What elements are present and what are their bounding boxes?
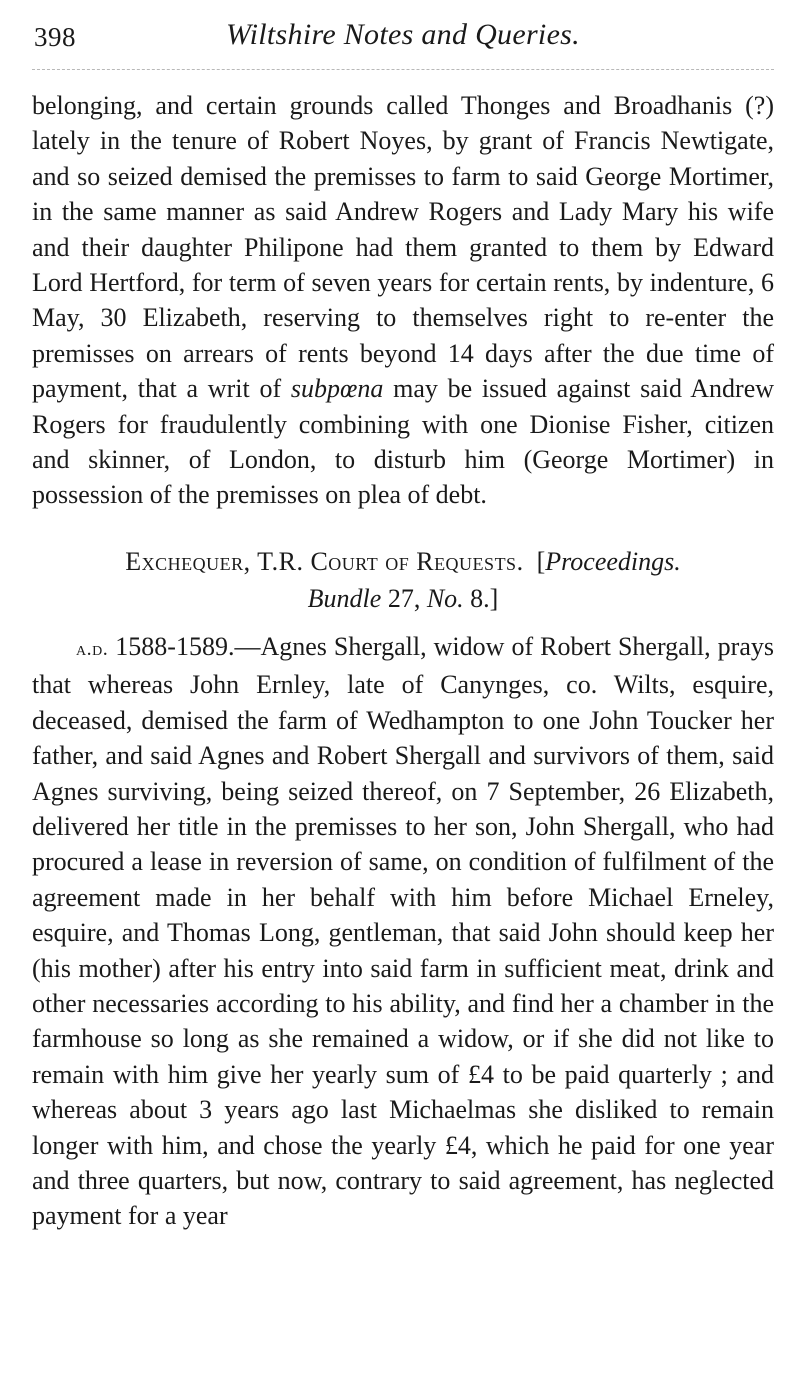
paragraph-text: may be issued against said Andrew Rogers for fraudulently combining with one Dionise Fisher, citizen and skinner, of London, to disturb him (George Mortimer) in possession of the premisses on plea of debt. bbox=[32, 374, 775, 510]
paragraph-text: belonging, and certain grounds called Thonges and Broadhanis (?) lately in the tenure of Robert Noyes, by grant of Francis Newtigate, and so seized demised the premisses to farm to said George Mortimer, in the same manner as said Andrew Rogers and Lady Mary his wife and their daughter Philipone had them granted to them by Edward Lord Hertford, for term of seven years for certain rents, by indenture, 6 May, 30 Elizabeth, reserving to themselves right to re-enter the premisses on arrears of rents beyond 14 days after the due time of payment, that a writ of bbox=[32, 91, 774, 404]
item-number: 8.] bbox=[470, 583, 499, 613]
reference-bracket: [ bbox=[536, 546, 546, 576]
bundle-number: 27, bbox=[387, 583, 421, 613]
reference-no: No. bbox=[426, 583, 464, 613]
court-name: Exchequer, T.R. Court of Requests. bbox=[125, 546, 524, 576]
era-label: a.d. bbox=[76, 637, 109, 660]
section-heading bbox=[32, 543, 774, 617]
reference-proceedings: Proceedings. bbox=[545, 546, 681, 576]
page-header bbox=[32, 14, 774, 58]
italic-term: subpœna bbox=[290, 374, 384, 404]
reference-bundle: Bundle bbox=[307, 583, 382, 613]
header-rule bbox=[32, 69, 774, 70]
page-number: 398 bbox=[34, 22, 76, 52]
paragraph-text: 1588-1589.—Agnes Shergall, widow of Robert Shergall, prays that whereas John Ernley, late of Canynges, co. Wilts, esquire, deceased, demised the farm of Wedhampton to one John Toucker her father, and said Agnes and Robert Shergall and survivors of them, said Agnes surviving, being seized thereof, on 7 September, 26 Elizabeth, delivered her title in the premisses to her son, John Shergall, who had procured a lease in reversion of same, on condition of fulfilment of the agreement made in her behalf with him before Michael Erneley, esquire, and Thomas Long, gentleman, that said John should keep her (his mother) after his entry into said farm in sufficient meat, drink and other necessaries according to his ability, and find her a chamber in the farmhouse so long as she remained a widow, or if she did not like to remain with him give her yearly sum of £4 to be paid quarterly ; and whereas about 3 years ago last Michaelmas she disliked to remain longer with him, and chose the yearly £4, which he paid for one year and three quarters, but now, contrary to said agreement, has neglected payment for a year bbox=[32, 631, 774, 1231]
page-body bbox=[32, 88, 774, 1234]
paragraph-petition bbox=[32, 629, 774, 1234]
paragraph-continued bbox=[32, 88, 774, 513]
running-title: Wiltshire Notes and Queries. bbox=[226, 18, 580, 51]
